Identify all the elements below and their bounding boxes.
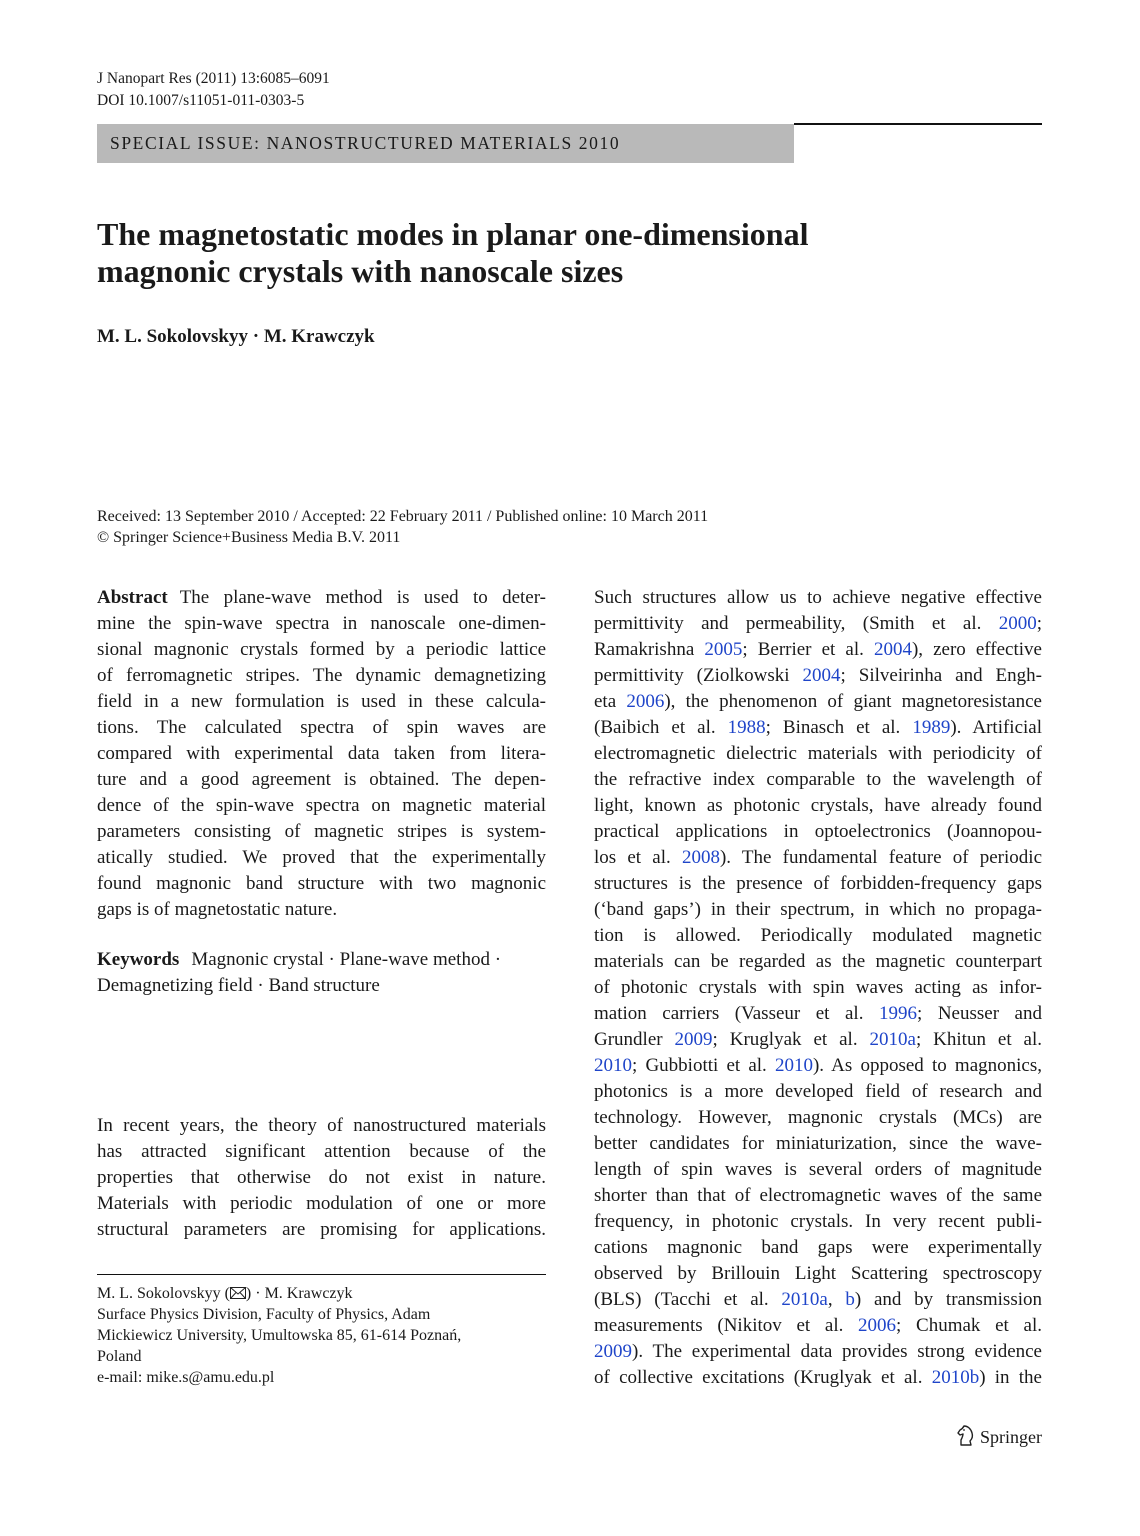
abstract-line: gaps is of magnetostatic nature.: [97, 899, 338, 920]
body-line: photonics is a more developed field of research and: [594, 1081, 1042, 1102]
body-line: better candidates for miniaturization, since the wave-: [594, 1133, 1042, 1154]
body-line: shorter than that of electromagnetic waves of the same: [594, 1185, 1042, 1206]
citation-link[interactable]: 2010a: [781, 1289, 828, 1310]
header-rule: [794, 123, 1042, 125]
abstract-line: tions. The calculated spectra of spin waves are: [97, 717, 546, 738]
body-line: length of spin waves is several orders of magnitude: [594, 1159, 1042, 1180]
citation-link[interactable]: 2004: [873, 639, 912, 660]
body-line: (BLS) (Tacchi et al. 2010a, b) and by transmission: [594, 1289, 1042, 1310]
body-line: practical applications in optoelectronics (Joannopou-: [594, 821, 1042, 842]
body-line: light, known as photonic crystals, have already found: [594, 795, 1042, 816]
body-line: los et al. 2008). The fundamental feature of periodic: [594, 847, 1042, 868]
special-issue-label: SPECIAL ISSUE: NANOSTRUCTURED MATERIALS 2010: [110, 133, 621, 153]
body-line: cations magnonic band gaps were experimentally: [594, 1237, 1042, 1258]
intro-line: has attracted significant attention because of the: [97, 1141, 546, 1162]
intro-line: In recent years, the theory of nanostructured materials: [97, 1115, 546, 1136]
intro-line: properties that otherwise do not exist in nature.: [97, 1167, 546, 1188]
citation-link[interactable]: 2009: [674, 1029, 713, 1050]
body-line: materials can be regarded as the magnetic counterpart: [594, 951, 1042, 972]
body-line: structures is the presence of forbidden-frequency gaps: [594, 873, 1042, 894]
article-title: [97, 216, 997, 290]
footnote-authors: M. L. Sokolovskyy ( ) · M. Krawczyk: [97, 1285, 353, 1302]
abstract-line: parameters consisting of magnetic stripes is system-: [97, 821, 546, 842]
journal-header: [97, 68, 330, 112]
citation-link[interactable]: b: [845, 1289, 855, 1310]
body-line: 2009). The experimental data provides strong evidence: [594, 1341, 1042, 1362]
keywords-label: Keywords: [97, 949, 180, 970]
citation-link[interactable]: 2010a: [869, 1029, 916, 1050]
author-footnote: [97, 1283, 461, 1388]
copyright: © Springer Science+Business Media B.V. 2011: [97, 529, 401, 546]
footnote-email[interactable]: e-mail: mike.s@amu.edu.pl: [97, 1369, 275, 1386]
special-issue-banner: [97, 124, 794, 163]
journal-citation: J Nanopart Res (2011) 13:6085–6091: [97, 70, 330, 87]
intro-line: Materials with periodic modulation of one or more: [97, 1193, 546, 1214]
abstract-line: Abstract The plane-wave method is used to deter-: [97, 587, 546, 608]
body-line: of photonic crystals with spin waves acting as infor-: [594, 977, 1042, 998]
keywords-line: Keywords Magnonic crystal · Plane-wave method ·: [97, 949, 502, 970]
abstract-line: sional magnonic crystals formed by a periodic lattice: [97, 639, 546, 660]
body-line: the refractive index comparable to the wavelength of: [594, 769, 1042, 790]
citation-link[interactable]: 2000: [998, 613, 1037, 634]
abstract-line: field in a new formulation is used in these calcula-: [97, 691, 546, 712]
abstract-line: dence of the spin-wave spectra on magnetic material: [97, 795, 546, 816]
abstract-line: atically studied. We proved that the experimentally: [97, 847, 546, 868]
body-line: observed by Brillouin Light Scattering spectroscopy: [594, 1263, 1042, 1284]
body-line: of collective excitations (Kruglyak et al. 2010b) in the: [594, 1367, 1042, 1388]
citation-link[interactable]: 2010: [594, 1055, 632, 1076]
introduction-text: [97, 1113, 546, 1243]
abstract-line: ture and a good agreement is obtained. The depen-: [97, 769, 546, 790]
abstract-label: Abstract: [97, 587, 168, 608]
keywords-line: Demagnetizing field · Band structure: [97, 975, 380, 996]
citation-link[interactable]: 2009: [594, 1341, 632, 1362]
citation-link[interactable]: 2006: [858, 1315, 897, 1336]
abstract: [97, 585, 546, 923]
right-column-text: [594, 585, 1042, 1391]
abstract-line: compared with experimental data taken from litera-: [97, 743, 546, 764]
footnote-rule: [97, 1274, 546, 1275]
body-line: mation carriers (Vasseur et al. 1996; Neusser and: [594, 1003, 1042, 1024]
body-line: tion is allowed. Periodically modulated magnetic: [594, 925, 1042, 946]
body-line: permittivity and permeability, (Smith et al. 2000;: [594, 613, 1042, 634]
publisher-name: Springer: [980, 1427, 1042, 1447]
body-line: frequency, in photonic crystals. In very recent publi-: [594, 1211, 1042, 1232]
body-line: eta 2006), the phenomenon of giant magnetoresistance: [594, 691, 1042, 712]
body-line: 2010; Gubbiotti et al. 2010). As opposed to magnonics,: [594, 1055, 1042, 1076]
citation-link[interactable]: 1989: [912, 717, 951, 738]
abstract-line: found magnonic band structure with two magnonic: [97, 873, 546, 894]
springer-knight-icon: [956, 1424, 980, 1451]
body-line: (Baibich et al. 1988; Binasch et al. 1989). Artificial: [594, 717, 1042, 738]
body-line: measurements (Nikitov et al. 2006; Chumak et al.: [594, 1315, 1042, 1336]
citation-link[interactable]: 2010b: [931, 1367, 980, 1388]
body-line: permittivity (Ziolkowski 2004; Silveirinha and Engh-: [594, 665, 1042, 686]
citation-link[interactable]: 1988: [727, 717, 766, 738]
body-line: Ramakrishna 2005; Berrier et al. 2004), zero effective: [594, 639, 1042, 660]
citation-link[interactable]: 1996: [879, 1003, 917, 1024]
body-line: (‘band gaps’) in their spectrum, in which no propaga-: [594, 899, 1042, 920]
citation-link[interactable]: 2005: [704, 639, 743, 660]
citation-link[interactable]: 2008: [681, 847, 720, 868]
body-line: Grundler 2009; Kruglyak et al. 2010a; Khitun et al.: [594, 1029, 1043, 1050]
footnote-affiliation: Mickiewicz University, Umultowska 85, 61-614 Poznań,: [97, 1327, 462, 1344]
body-line: Such structures allow us to achieve negative effective: [594, 587, 1042, 608]
footnote-affiliation: Poland: [97, 1348, 142, 1365]
footnote-affiliation: Surface Physics Division, Faculty of Physics, Adam: [97, 1306, 431, 1323]
journal-doi: DOI 10.1007/s11051-011-0303-5: [97, 92, 305, 109]
publisher-logo: [956, 1424, 1042, 1451]
title-line-2: magnonic crystals with nanoscale sizes: [97, 253, 624, 289]
history-dates: Received: 13 September 2010 / Accepted: 22 February 2011 / Published online: 10 March 2011: [97, 508, 709, 525]
citation-link[interactable]: 2004: [802, 665, 841, 686]
author-list: M. L. Sokolovskyy · M. Krawczyk: [97, 326, 375, 347]
abstract-line: mine the spin-wave spectra in nanoscale one-dimen-: [97, 613, 546, 634]
keywords: [97, 947, 546, 999]
abstract-line: of ferromagnetic stripes. The dynamic demagnetizing: [97, 665, 546, 686]
citation-link[interactable]: 2006: [626, 691, 665, 712]
body-line: technology. However, magnonic crystals (MCs) are: [594, 1107, 1042, 1128]
publication-history: [97, 506, 708, 548]
body-line: electromagnetic dielectric materials with periodicity of: [594, 743, 1042, 764]
envelope-icon: [230, 1285, 246, 1302]
title-line-1: The magnetostatic modes in planar one-dimensional: [97, 216, 809, 252]
intro-line: structural parameters are promising for applications.: [97, 1219, 546, 1240]
citation-link[interactable]: 2010: [774, 1055, 813, 1076]
